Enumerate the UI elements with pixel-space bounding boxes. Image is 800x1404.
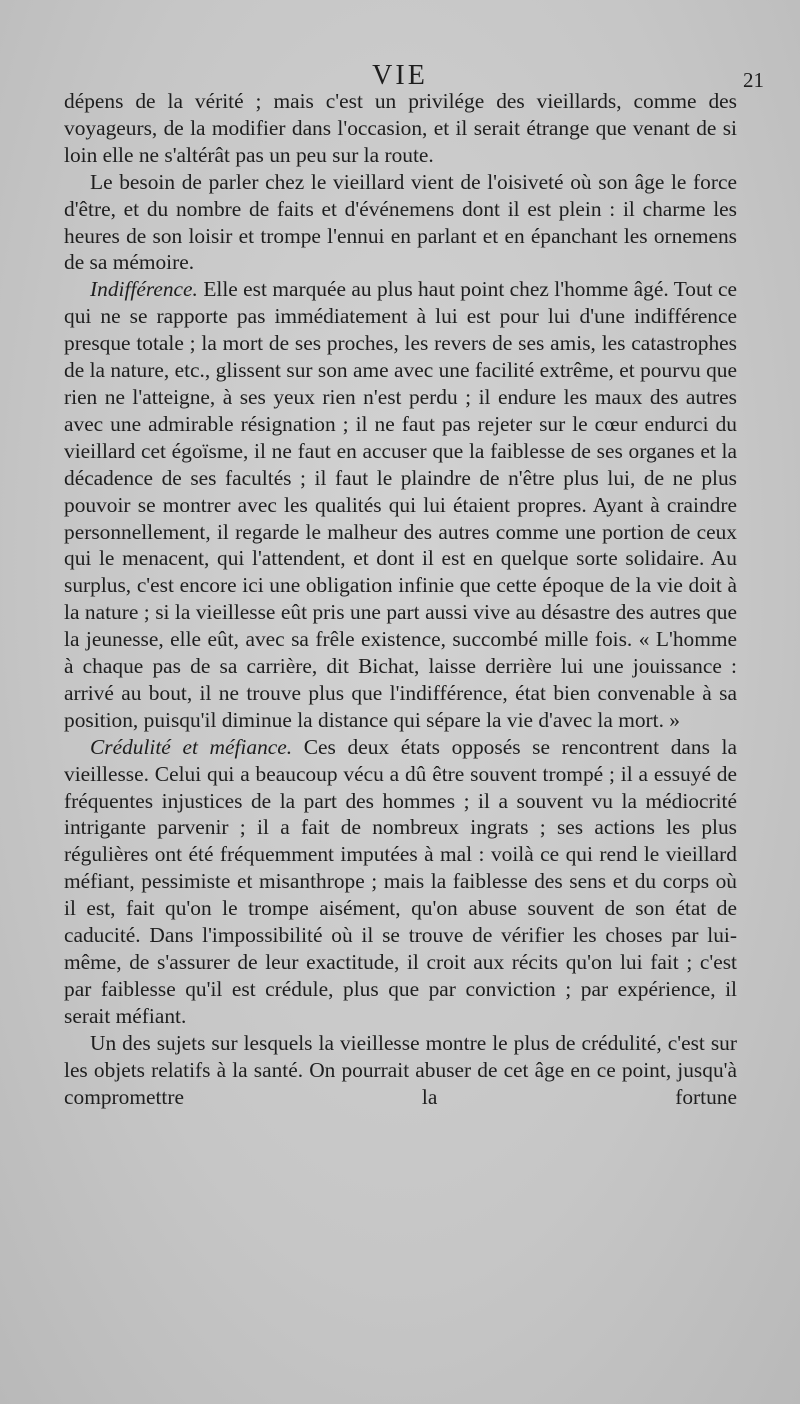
running-title: VIE xyxy=(372,60,428,91)
paragraph xyxy=(64,1030,737,1111)
paragraph xyxy=(64,734,737,1030)
paragraph xyxy=(64,276,737,733)
body-text xyxy=(64,88,737,1110)
paragraph-text: Ces deux états opposés se rencontrent dans la vieillesse. Celui qui a beaucoup vécu a dû être souvent trompé ; il a essuyé de fréquentes injustices de la part des hommes ; il a souvent vu la médiocrité intrigante parvenir ; il a fait de nombreux ingrats ; ses actions les plus régulières ont été fréquemment imputées à mal : voilà ce qui rend le vieillard méfiant, pessimiste et misanthrope ; mais la faiblesse des sens et du corps où il est, fait qu'on le trompe aisément, qu'on abuse souvent de son état de caducité. Dans l'impossibilité où il se trouve de vérifier les choses par lui-même, de s'assurer de leur exactitude, il croit aux récits qu'on lui fait ; c'est par faiblesse qu'il est crédule, plus que par conviction ; par expérience, il serait méfiant. xyxy=(64,734,737,1028)
section-lead-indifference: Indifférence. xyxy=(90,277,198,302)
paragraph-text: Le besoin de parler chez le vieillard vient de l'oisiveté où son âge le force d'être, et du nombre de faits et d'événemens dont il est plein : il charme les heures de son loisir et trompe l'ennui en parlant et en épanchant les ornemens de sa mémoire. xyxy=(64,169,737,275)
paragraph-text: Elle est marquée au plus haut point chez l'homme âgé. Tout ce qui ne se rapporte pas immédiatement à lui est pour lui d'une indifférence presque totale ; la mort de ses proches, les revers de ses amis, les catastrophes de la nature, etc., glissent sur son ame avec une facilité extrême, et pourvu que rien ne l'atteigne, à ses yeux rien n'est perdu ; il endure les maux des autres avec une admirable résignation ; il ne faut pas rejeter sur le cœur endurci du vieillard cet égoïsme, il ne faut en accuser que la faiblesse de ses organes et la décadence de ses facultés ; il faut le plaindre de n'être plus lui, de ne plus pouvoir se montrer avec les qualités qui lui étaient propres. Ayant à craindre personnellement, il regarde le malheur des autres comme une portion de ceux qui le menacent, qui l'attendent, et dont il est en quelque sorte solidaire. Au surplus, c'est encore ici une obligation infinie que cette époque de la vie doit à la nature ; si la vieillesse eût pris une part aussi vive au désastre des autres que la jeunesse, elle eût, avec sa frêle existence, succombé mille fois. « L'homme à chaque pas de sa carrière, dit Bichat, laisse derrière lui une jouissance : arrivé au bout, il ne trouve plus que l'indifférence, état bien convenable à sa position, puisqu'il diminue la distance qui sépare la vie d'avec la mort. » xyxy=(64,277,737,732)
paragraph xyxy=(64,88,737,169)
page-number: 21 xyxy=(743,68,764,92)
paragraph xyxy=(64,169,737,277)
paragraph-text: dépens de la vérité ; mais c'est un privilége des vieillards, comme des voyageurs, de la modifier dans l'occasion, et il serait étrange que venant de si loin elle ne s'altérât pas un peu sur la route. xyxy=(64,89,737,167)
paragraph-text: Un des sujets sur lesquels la vieillesse montre le plus de crédulité, c'est sur les objets relatifs à la santé. On pourrait abuser de cet âge en ce point, jusqu'à compromettre la fortune xyxy=(64,1030,737,1109)
section-lead-credulite: Crédulité et méfiance. xyxy=(90,734,293,759)
